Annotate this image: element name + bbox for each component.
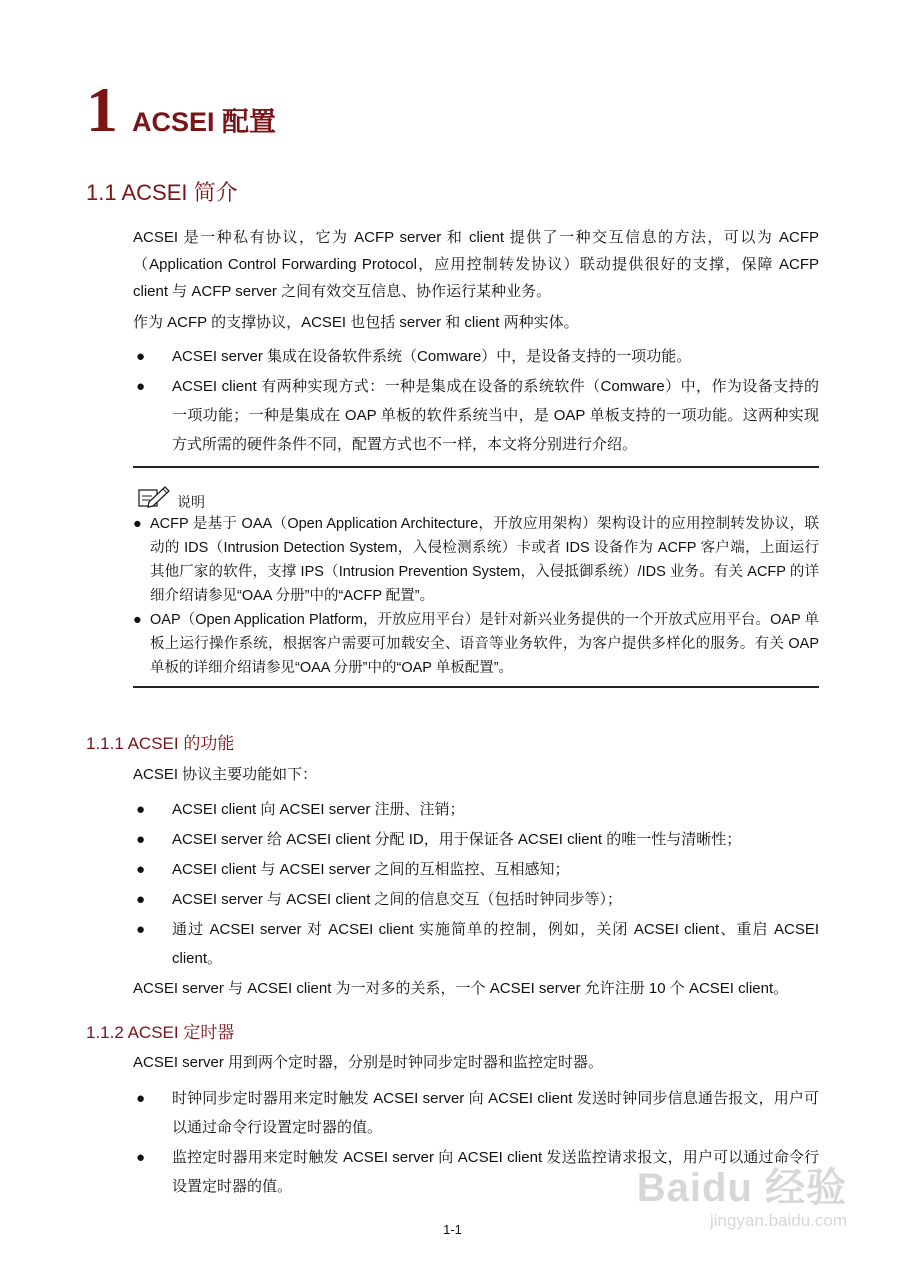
bullet-icon: ● [133, 516, 142, 532]
list-item: ● ACSEI server 与 ACSEI client 之间的信息交互（包括时钟同步等）； [133, 885, 819, 914]
chapter-title [86, 74, 277, 145]
section-heading-1-1: 1.1 ACSEI 简介 [86, 180, 238, 205]
note-label: 说明 [177, 494, 205, 510]
bullet-icon: ● [136, 801, 146, 818]
bullet-icon: ● [136, 921, 146, 938]
paragraph-timers-intro: ACSEI server 用到两个定时器，分别是时钟同步定时器和监控定时器。 [133, 1054, 604, 1071]
bullet-icon: ● [136, 348, 146, 365]
bullet-icon: ● [136, 891, 146, 908]
note-pencil-icon [137, 484, 171, 510]
section-heading-1-1-2: 1.1.2 ACSEI 定时器 [86, 1023, 235, 1042]
paragraph-intro: ACSEI 是一种私有协议，它为 ACFP server 和 client 提供了一种交互信息的方法，可以为 ACFP（Application Control Forwarding Protocol，应用控制转发协议）联动提供很好的支撑，保障 ACFP client 与 ACFP server 之间有效交互信息、协作运行某种业务。 [133, 229, 819, 300]
page-number: 1-1 [443, 1222, 462, 1237]
bullet-icon: ● [136, 831, 146, 848]
note-item: ● OAP（Open Application Platform，开放应用平台）是针对新兴业务提供的一个开放式应用平台。OAP 单板上运行操作系统，根据客户需要可加载安全、语音等业务软件，为客户提供多样化的服务。有关 OAP 单板的详细介绍请参见“OAA 分册”中的“OAP 单板配置”。 [133, 608, 819, 680]
note-box [133, 466, 819, 688]
watermark-url: jingyan.baidu.com [709, 1211, 847, 1230]
chapter-title-text: ACSEI 配置 [132, 107, 277, 137]
chapter-number: 1 [86, 74, 118, 145]
section-heading-1-1-1: 1.1.1 ACSEI 的功能 [86, 734, 235, 753]
paragraph-entities: 作为 ACFP 的支撑协议，ACSEI 也包括 server 和 client 两种实体。 [133, 314, 579, 331]
bullet-icon: ● [136, 378, 146, 395]
list-item: ● ACSEI client 与 ACSEI server 之间的互相监控、互相感知； [133, 855, 819, 884]
watermark-logo: Baidu 经验 [636, 1166, 847, 1210]
list-item: ● ACSEI client 有两种实现方式：一种是集成在设备的系统软件（Comware）中，作为设备支持的一项功能；一种是集成在 OAP 单板的软件系统当中，是 OAP 单板支持的一项功能。这两种实现方式所需的硬件条件不同，配置方式也不一样，本文将分别进行介绍。 [133, 372, 819, 459]
list-item: ● ACSEI server 集成在设备软件系统（Comware）中，是设备支持的一项功能。 [133, 342, 819, 371]
paragraph-functions-intro: ACSEI 协议主要功能如下： [133, 766, 318, 783]
note-header [137, 482, 205, 512]
list-item: ● 通过 ACSEI server 对 ACSEI client 实施简单的控制，例如，关闭 ACSEI client、重启 ACSEI client。 [133, 915, 819, 973]
bullet-list-entities [133, 342, 819, 460]
list-item: ● 监控定时器用来定时触发 ACSEI server 向 ACSEI client 发送监控请求报文，用户可以通过命令行设置定时器的值。 [133, 1143, 819, 1201]
bullet-icon: ● [136, 1149, 146, 1166]
list-item: ● 时钟同步定时器用来定时触发 ACSEI server 向 ACSEI client 发送时钟同步信息通告报文，用户可以通过命令行设置定时器的值。 [133, 1084, 819, 1142]
note-list [133, 512, 819, 680]
paragraph-functions-outro: ACSEI server 与 ACSEI client 为一对多的关系，一个 ACSEI server 允许注册 10 个 ACSEI client。 [133, 980, 789, 997]
list-item: ● ACSEI client 向 ACSEI server 注册、注销； [133, 795, 819, 824]
bullet-icon: ● [136, 1090, 146, 1107]
list-item: ● ACSEI server 给 ACSEI client 分配 ID，用于保证各 ACSEI client 的唯一性与清晰性； [133, 825, 819, 854]
bullet-icon: ● [136, 861, 146, 878]
bullet-icon: ● [133, 612, 142, 628]
bullet-list-functions [133, 795, 819, 974]
note-item: ● ACFP 是基于 OAA（Open Application Architecture，开放应用架构）架构设计的应用控制转发协议，联动的 IDS（Intrusion Detection System，入侵检测系统）卡或者 IDS 设备作为 ACFP 客户端，上面运行其他厂家的软件，支撑 IPS（Intrusion Prevention System，入侵抵御系统）/IDS 业务。有关 ACFP 的详细介绍请参见“OAA 分册”中的“ACFP 配置”。 [133, 512, 819, 608]
